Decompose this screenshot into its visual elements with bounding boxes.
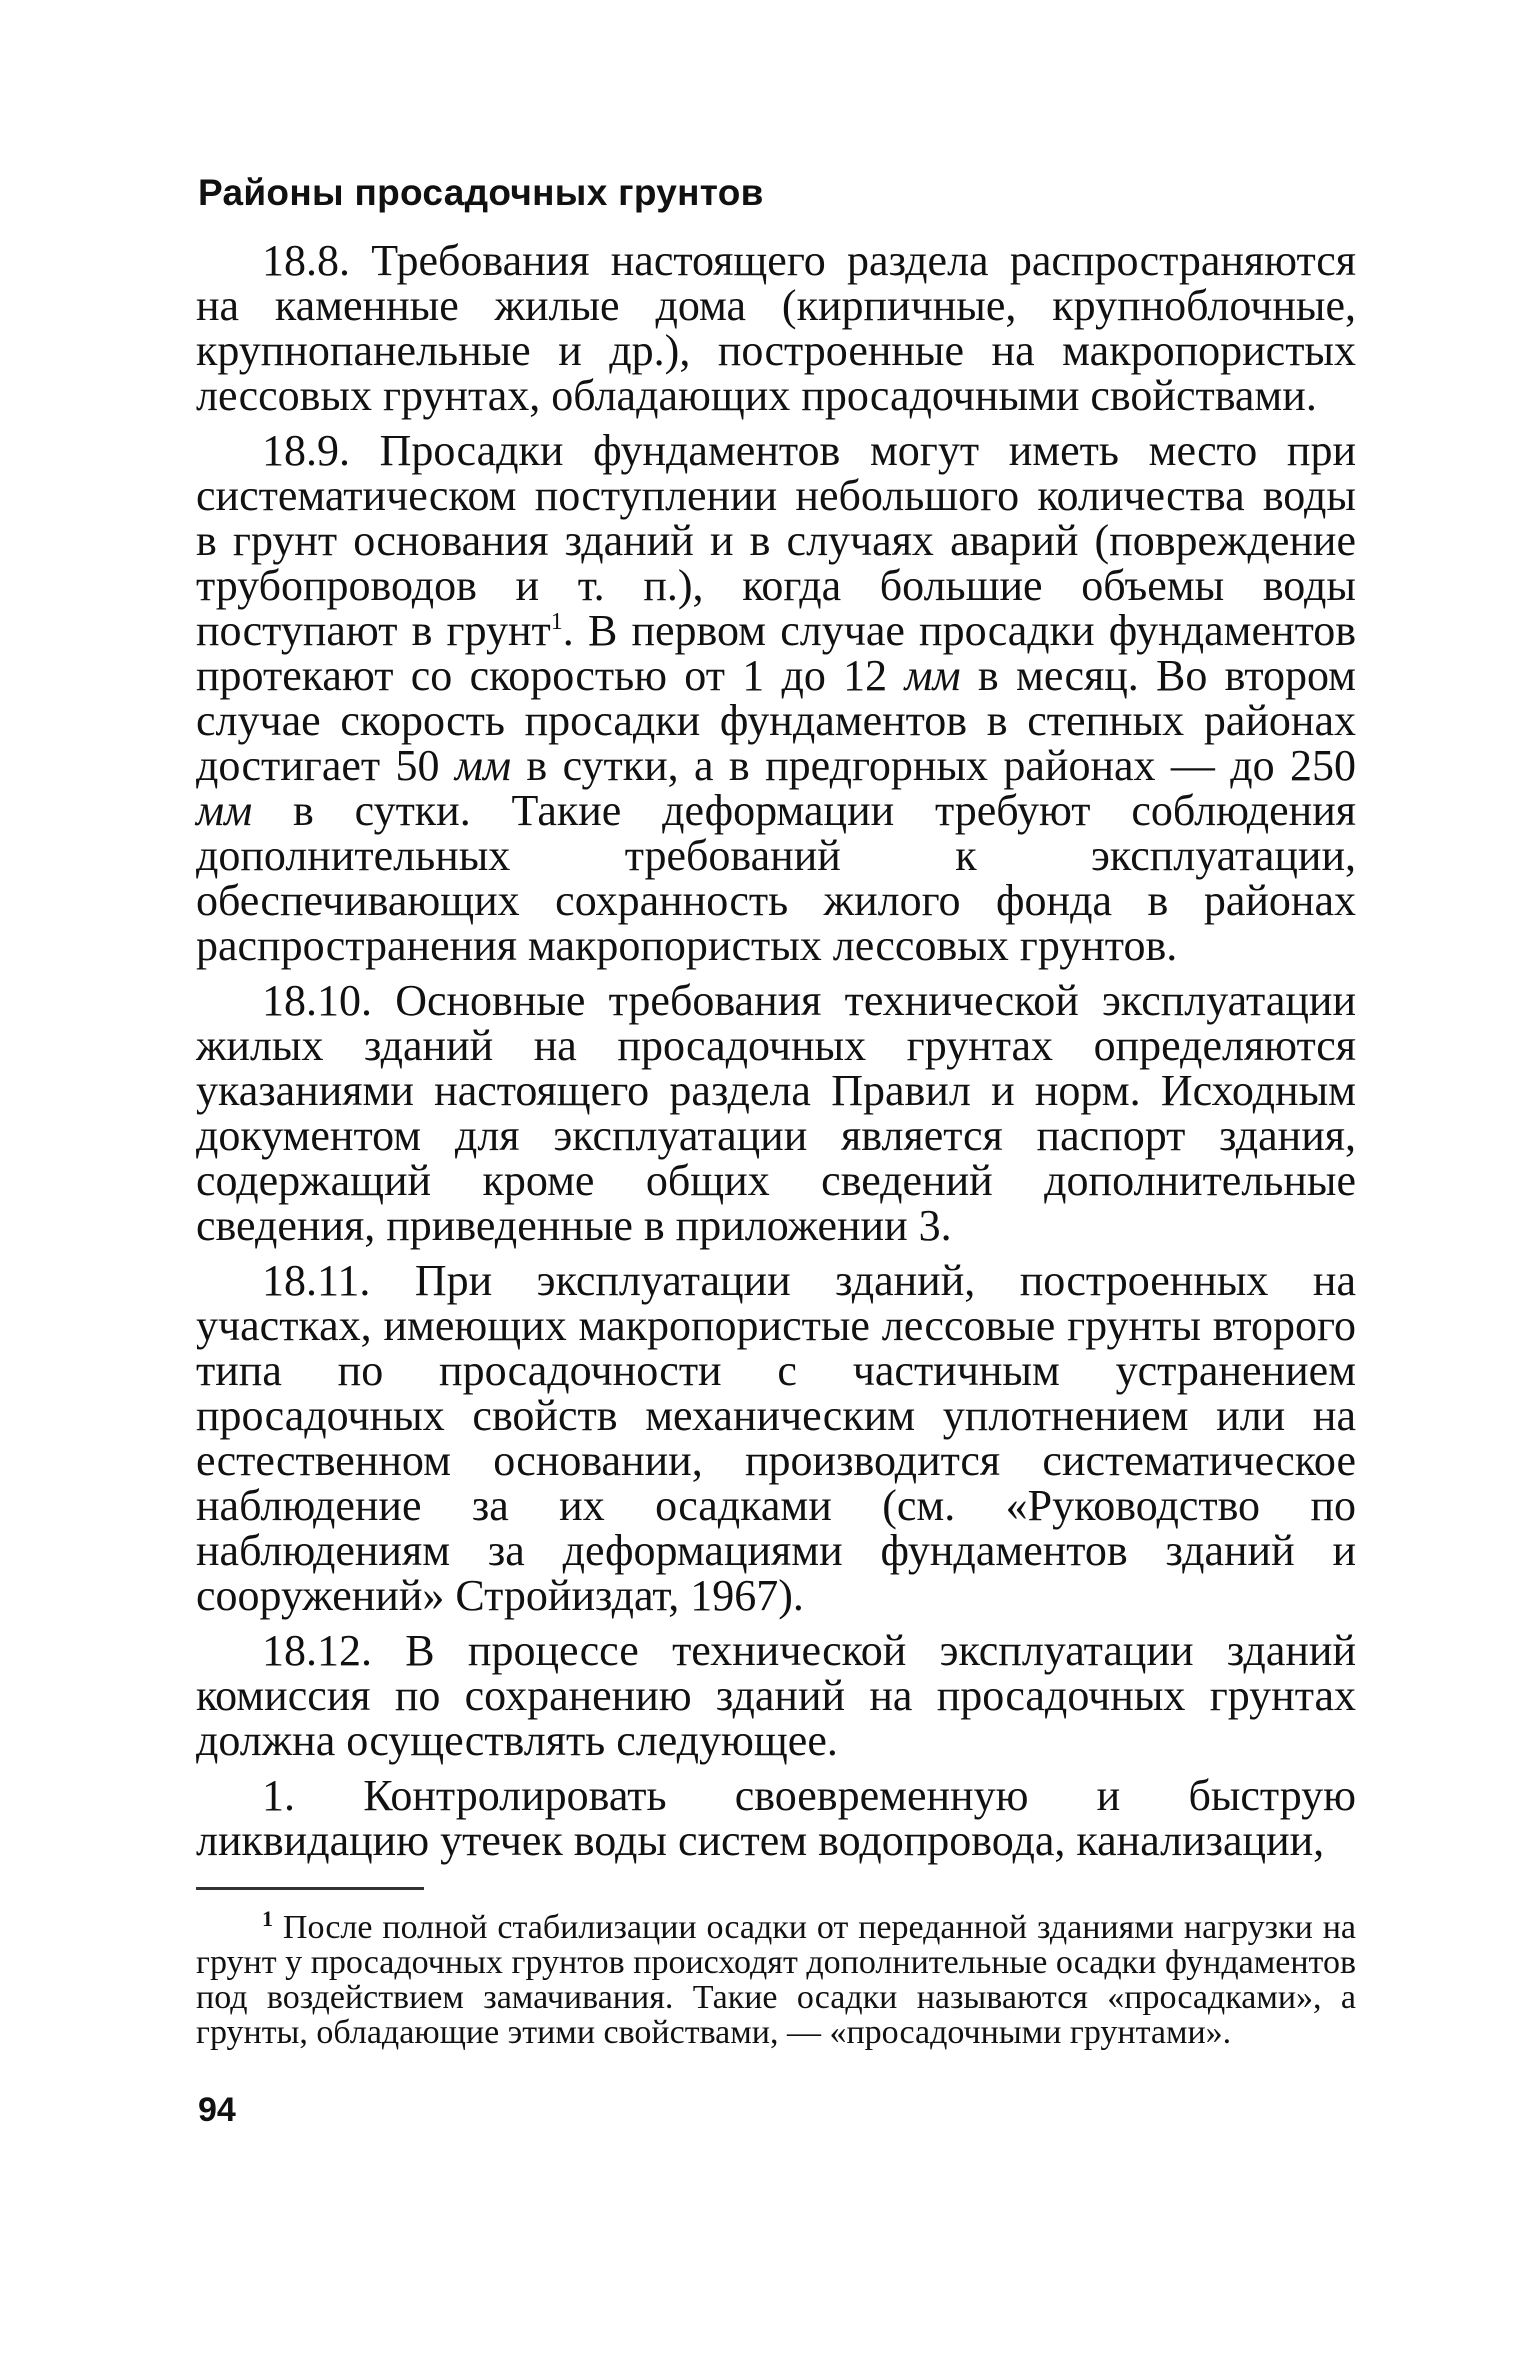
footnote-marker: 1 bbox=[262, 1906, 273, 1931]
page-content bbox=[196, 170, 1356, 2130]
list-item-1: 1. Контролировать своевременную и быструю ликвидацию утечек воды систем водопровода, канализации, bbox=[196, 1771, 1356, 1865]
paragraph-18-8: 18.8. Требования настоящего раздела распространяются на каменные жилые дома (кирпичные, крупноблочные, крупнопанельные и др.), построенные на макропористых лессовых грунтах, обладающих просадочными свойствами. bbox=[196, 236, 1356, 420]
footnote-text: После полной стабилизации осадки от переданной зданиями нагрузки на грунт у просадочных грунтов происходят дополнительные осадки фундаментов под воздействием замачивания. Такие осадки называются «просадками», а грунты, обладающие этими свойствами, — «просадочными грунтами». bbox=[196, 1909, 1357, 2051]
paragraph-18-9-text-b: . В первом случае просадки фундаментов протекают со скоростью от 1 до 12 bbox=[196, 606, 1356, 700]
paragraph-18-9-text-d: в сутки, а в предгорных районах — до 250 bbox=[526, 741, 1357, 790]
paragraph-18-9-text-e: в сутки. Такие деформации требуют соблюдения дополнительных требований к эксплуатации, обеспечивающих сохранность жилого фонда в районах распространения макропористых лессовых грунтов. bbox=[196, 786, 1357, 970]
section-heading: Районы просадочных грунтов bbox=[198, 172, 764, 213]
unit-mm: мм bbox=[454, 741, 512, 790]
paragraph-18-9-text-a: 18.9. Просадки фундаментов могут иметь место при систематическом поступлении небольшого количества воды в грунт основания зданий и в случаях аварий (повреждение трубопроводов и т. п.), когда большие объемы воды поступают в грунт bbox=[196, 426, 1356, 655]
page-number: 94 bbox=[198, 2091, 236, 2129]
paragraph-18-9-text-c: в месяц. Во втором случае скорость просадки фундаментов в степных районах достигает 50 bbox=[196, 651, 1356, 790]
paragraph-18-11: 18.11. При эксплуатации зданий, построенных на участках, имеющих макропористые лессовые грунты второго типа по просадочности с частичным устранением просадочных свойств механическим уплотнением или на естественном основании, производится систематическое наблюдение за их осадками (см. «Руководство по наблюдениям за деформациями фундаментов зданий и сооружений» Стройиздат, 1967). bbox=[196, 1256, 1356, 1620]
footnote bbox=[196, 1906, 1357, 2051]
footnote-reference: 1 bbox=[550, 609, 563, 635]
paragraph-18-12: 18.12. В процессе технической эксплуатации зданий комиссия по сохранению зданий на просадочных грунтах должна осуществлять следующее. bbox=[196, 1626, 1356, 1765]
unit-mm: мм bbox=[196, 786, 253, 835]
paragraph-18-10: 18.10. Основные требования технической эксплуатации жилых зданий на просадочных грунтах определяются указаниями настоящего раздела Правил и норм. Исходным документом для эксплуатации является паспорт здания, содержащий кроме общих сведений дополнительные сведения, приведенные в приложении 3. bbox=[196, 976, 1356, 1250]
unit-mm: мм bbox=[904, 651, 961, 700]
paragraph-18-9 bbox=[196, 428, 1356, 968]
footnote-divider bbox=[196, 1887, 424, 1890]
